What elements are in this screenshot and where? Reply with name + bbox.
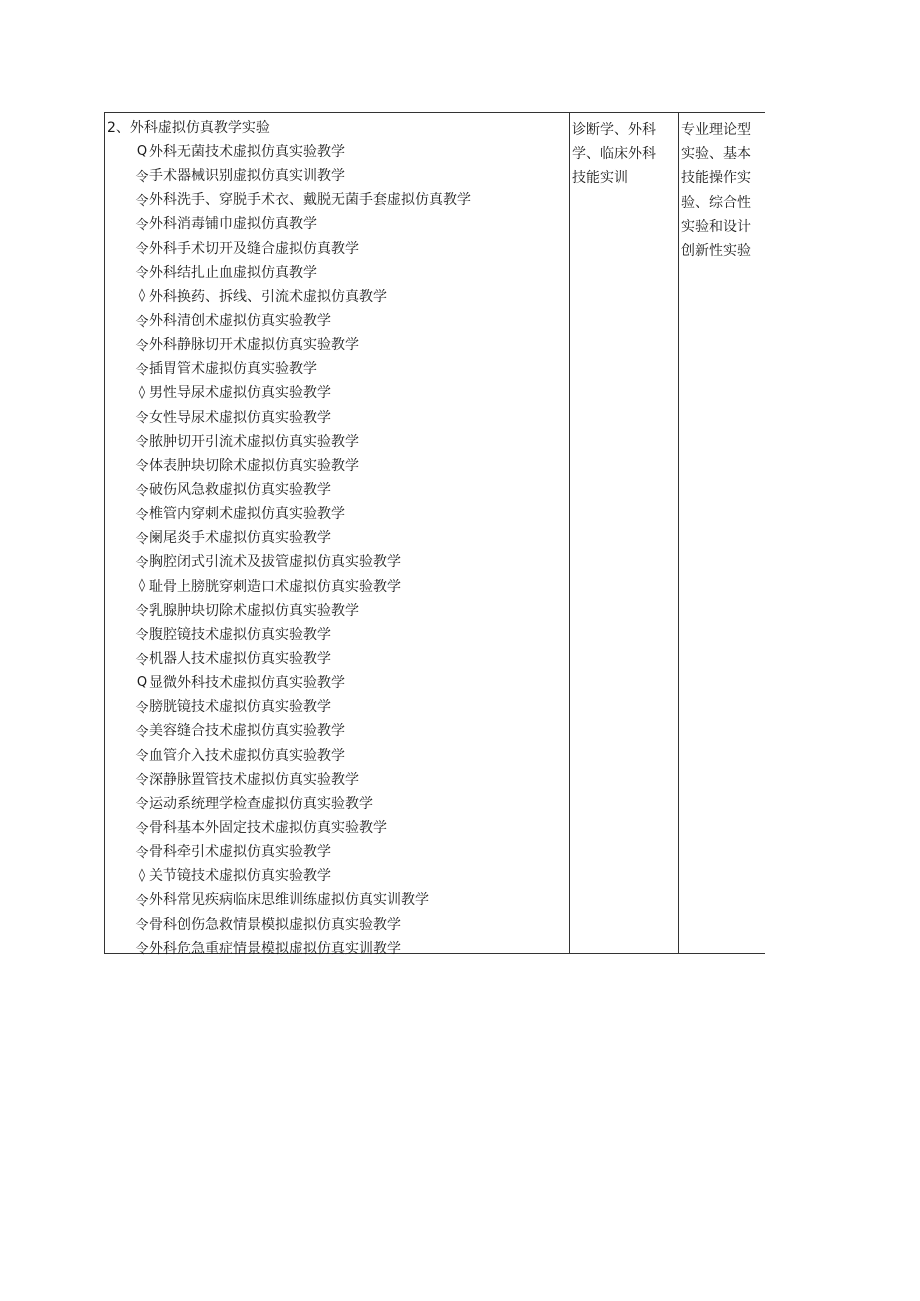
list-item [135,863,471,887]
related-courses-text: 诊断学、外科学、临床外科技能实训 [572,122,656,187]
list-item [135,525,471,549]
list-item-text: 男性导尿术虚拟仿真实验教学 [149,385,331,402]
bullet-marker-icon: ◊ [138,384,146,400]
list-item [135,694,471,718]
list-item [135,743,471,767]
bullet-marker-icon: Q [136,674,148,690]
list-item [135,260,471,284]
bullet-marker-icon: 令 [135,266,149,282]
list-item-text: 外科无菌技术虚拟仿真实验教学 [149,144,345,161]
bullet-marker-icon: 令 [135,821,149,837]
list-item-text: 显微外科技术虚拟仿真实验教学 [149,675,345,692]
list-item [135,815,471,839]
bullet-marker-icon: 令 [135,314,149,330]
list-item [135,549,471,573]
list-item [135,912,471,936]
bullet-marker-icon: 令 [135,193,149,209]
list-item-text: 外科结扎止血虚拟仿真教学 [149,264,317,281]
list-item-text: 外科消毒铺巾虚拟仿真教学 [149,216,317,233]
list-item-text: 破伤风急救虚拟仿真实验教学 [149,482,331,499]
list-item [135,405,471,429]
list-item [135,453,471,477]
list-item [135,308,471,332]
list-item [135,622,471,646]
bullet-marker-icon: 令 [135,652,149,668]
list-item-text: 外科危急重症情景模拟虚拟仿真实训教学 [149,940,401,957]
list-item-text: 女性导尿术虚拟仿真实验教学 [149,409,331,426]
list-item-text: 运动系统理学检查虚拟仿真实验教学 [149,795,373,812]
list-item-text: 外科常见疾病临床思维训练虚拟仿真实训教学 [149,892,429,909]
list-item-text: 骨科创伤急救情景模拟虚拟仿真实验教学 [149,916,401,933]
list-item-text: 乳腺肿块切除术虚拟仿真实验教学 [149,602,359,619]
experiment-item-list [135,139,471,960]
experiment-type-cell [679,113,766,953]
bullet-marker-icon: 令 [135,749,149,765]
bullet-marker-icon: ◊ [138,288,146,304]
experiment-list-cell [105,113,570,958]
list-item [135,574,471,598]
bullet-marker-icon: 令 [135,531,149,547]
list-item [135,477,471,501]
list-item [135,236,471,260]
bullet-marker-icon: 令 [135,555,149,571]
bullet-marker-icon: 令 [135,893,149,909]
bullet-marker-icon: 令 [135,724,149,740]
list-item-text: 深静脉置管技术虚拟仿真实验教学 [149,771,359,788]
bullet-marker-icon: 令 [135,845,149,861]
bullet-marker-icon: 令 [135,338,149,354]
bullet-marker-icon: ◊ [138,867,146,883]
list-item [135,598,471,622]
list-item [135,139,471,163]
list-item-text: 椎管内穿刺术虚拟仿真实验教学 [149,506,345,523]
list-item-text: 关节镜技术虚拟仿真实验教学 [149,868,331,885]
bullet-marker-icon: 令 [135,169,149,185]
list-item-text: 体表肿块切除术虚拟仿真实验教学 [149,457,359,474]
list-item-text: 胸腔闭式引流术及拔管虚拟仿真实验教学 [149,554,401,571]
list-item-text: 外科静脉切开术虚拟仿真实验教学 [149,337,359,354]
curriculum-table [104,112,765,958]
related-courses-cell [570,113,679,953]
list-item-text: 腹腔镜技术虚拟仿真实验教学 [149,626,331,643]
list-item [135,767,471,791]
bullet-marker-icon: 令 [135,604,149,620]
list-item [135,839,471,863]
section-title: 2、外科虚拟仿真教学实验 [107,120,270,136]
list-item [135,187,471,211]
bullet-marker-icon: ◊ [138,578,146,594]
list-item-text: 外科换药、拆线、引流术虚拟仿真教学 [149,288,387,305]
bullet-marker-icon: 令 [135,411,149,427]
list-item-text: 骨科基本外固定技术虚拟仿真实验教学 [149,820,387,836]
bullet-marker-icon: 令 [135,435,149,451]
bullet-marker-icon: 令 [135,797,149,813]
list-item-text: 插胃管术虚拟仿真实验教学 [149,361,317,378]
bullet-marker-icon: 令 [135,459,149,475]
bullet-marker-icon: 令 [135,918,149,934]
bullet-marker-icon: 令 [135,483,149,499]
list-item-text: 机器人技术虚拟仿真实验教学 [149,651,331,668]
bullet-marker-icon: 令 [135,217,149,233]
list-item-text: 手术器械识别虚拟仿真实训教学 [149,168,345,185]
bullet-marker-icon: Q [136,143,148,159]
list-item [135,332,471,356]
list-item-text: 脓肿切开引流术虚拟仿真实验教学 [149,433,359,450]
list-item [135,791,471,815]
list-item-text: 外科清创术虚拟仿真实验教学 [149,313,331,330]
list-item-text: 血管介入技术虚拟仿真实验教学 [149,747,345,764]
list-item-text: 美容缝合技术虚拟仿真实验教学 [149,723,345,740]
list-item [135,284,471,308]
list-item-text: 外科手术切开及缝合虚拟仿真教学 [149,240,359,257]
list-item-text: 阑尾炎手术虚拟仿真实验教学 [149,530,331,547]
list-item [135,670,471,694]
list-item [135,718,471,742]
list-item [135,936,471,960]
list-item [135,887,471,911]
list-item [135,646,471,670]
list-item-text: 膀胱镜技术虚拟仿真实验教学 [149,699,331,716]
list-item [135,163,471,187]
list-item-text: 耻骨上膀胱穿刺造口术虚拟仿真实验教学 [149,578,401,595]
list-item [135,211,471,235]
list-item [135,429,471,453]
list-item-text: 外科洗手、穿脱手术衣、戴脱无菌手套虚拟仿真教学 [149,192,471,209]
bullet-marker-icon: 令 [135,507,149,523]
bullet-marker-icon: 令 [135,242,149,258]
bullet-marker-icon: 令 [135,362,149,378]
bullet-marker-icon: 令 [135,628,149,644]
list-item [135,501,471,525]
list-item [135,380,471,404]
list-item-text: 骨科牵引术虚拟仿真实验教学 [149,844,331,861]
experiment-type-text: 专业理论型实验、基本技能操作实验、综合性实验和设计创新性实验 [681,122,751,260]
list-item [135,356,471,380]
bullet-marker-icon: 令 [135,700,149,716]
bullet-marker-icon: 令 [135,773,149,789]
bullet-marker-icon: 令 [135,942,149,958]
